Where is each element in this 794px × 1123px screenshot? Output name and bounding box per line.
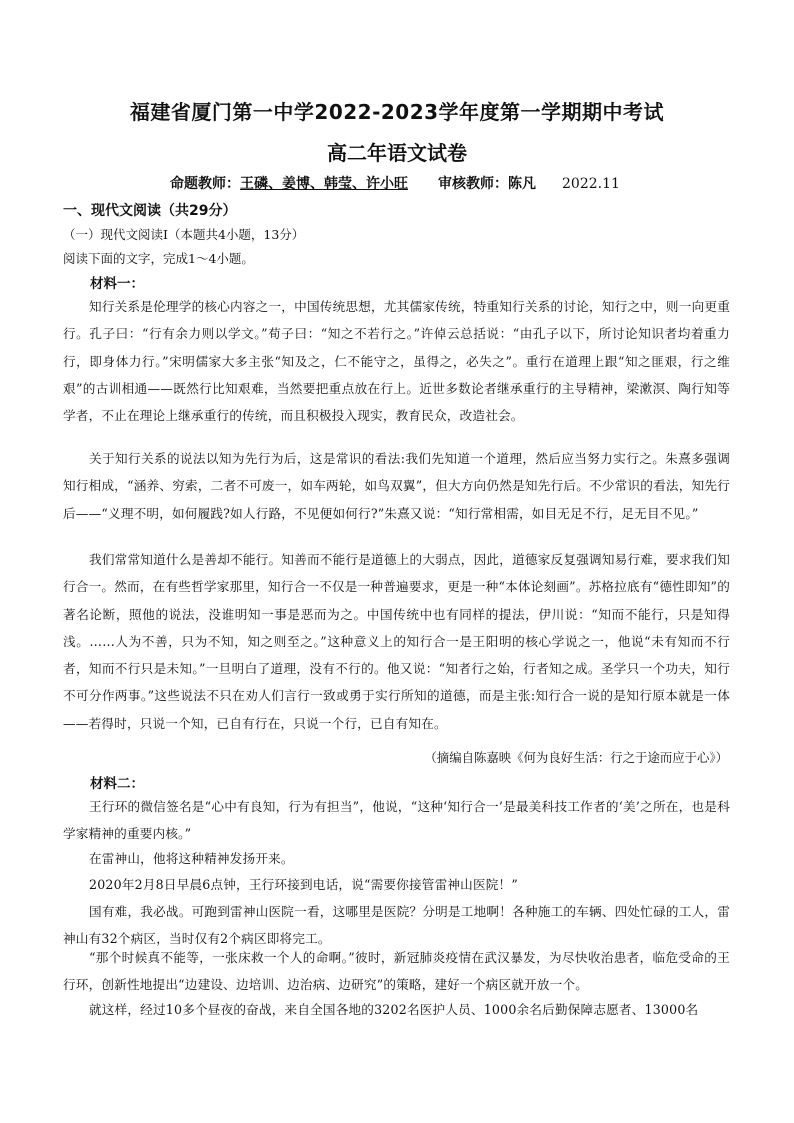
material-two-paragraph-4: 国有难，我必战。可跑到雷神山医院一看，这哪里是医院？分明是工地啊！各种施工的车辆、四处忙碌的工人，雷神山有32个病区，当时仅有2个病区即将完工。: [63, 904, 730, 947]
sub-section-heading: （一）现代文阅读Ⅰ（本题共4小题，13分）: [63, 227, 305, 242]
material-one-paragraph-1: 知行关系是伦理学的核心内容之一，中国传统思想，尤其儒家传统，特重知行关系的讨论，知行之中，则一向更重行。孔子曰：“行有余力则以学文。”荀子曰：“知之不若行之。”许倬云总括说：“由孔子以下，所讨论知识者均着重力行，即身体力行。”宋明儒家大多主张“知及之，仁不能守之，虽得之，必失之”。重行在道理上跟“知之匪艰，行之维艰”的古训相通——既然行比知艰难，当然要把重点放在行上。近世多数论者继承重行的主导精神，梁漱溟、陶行知等学者，不止在理论上继承重行的传统，而且积极投入现实，教育民众，改造社会。: [63, 299, 730, 424]
exam-subtitle: 高二年语文试卷: [327, 141, 467, 165]
exam-title: 福建省厦门第一中学2022-2023学年度第一学期期中考试: [129, 100, 665, 124]
reading-instruction: 阅读下面的文字，完成1～4小题。: [63, 251, 254, 266]
material-one-label: 材料一：: [90, 276, 144, 292]
reviewer-label: 审核教师：: [438, 176, 508, 192]
material-two-paragraph-2: 在雷神山，他将这种精神发扬开来。: [89, 851, 294, 866]
authors-names: 王磷、姜博、韩莹、许小旺: [240, 176, 408, 192]
teacher-line: [170, 173, 620, 193]
reviewer-name: 陈凡: [508, 176, 536, 192]
authors-label: 命题教师：: [170, 176, 240, 192]
material-two-paragraph-1: 王行环的微信签名是“心中有良知，行为有担当”，他说，“这种‘知行合一’是最美科技工作者的‘美’之所在，也是科学家精神的重要内核。”: [63, 799, 730, 842]
material-one-paragraph-3: 我们常常知道什么是善却不能行。知善而不能行是道德上的大弱点，因此，道德家反复强调知易行难，要求我们知行合一。然而，在有些哲学家那里，知行合一不仅是一种普遍要求，更是一种“本体论刻画”。苏格拉底有“德性即知”的著名论断，照他的说法，没谁明知一事是恶而为之。中国传统中也有同样的提法，伊川说：“知而不能行，只是知得浅。……人为不善，只为不知，知之则至之。”这种意义上的知行合一是王阳明的核心学说之一，他说“未有知而不行者，知而不行只是未知。”一旦明白了道理，没有不行的。他又说：“知者行之始，行者知之成。圣学只一个功夫，知行不可分作两事。”这些说法不只在劝人们言行一致或勇于实行所知的道德，而是主张:知行合一说的是知行原本就是一体——若得时，只说一个知，已自有行在，只说一个行，已自有知在。: [63, 552, 730, 731]
material-two-paragraph-3: 2020年2月8日早晨6点钟，王行环接到电话，说“需要你接管雷神山医院！”: [89, 877, 518, 892]
material-two-paragraph-6: 就这样，经过10多个昼夜的奋战，来自全国各地的3202名医护人员、1000余名后勤保障志愿者、13000名: [89, 1002, 699, 1017]
exam-date: 2022.11: [562, 176, 620, 192]
material-one-source: （摘编自陈嘉映《何为良好生活：行之于途而应于心》）: [424, 750, 728, 765]
section-heading: 一、现代文阅读（共29分）: [63, 203, 237, 219]
material-two-label: 材料二：: [90, 776, 144, 792]
material-two-paragraph-5: “那个时候真不能等，一张床救一个人的命啊。”彼时，新冠肺炎疫情在武汉暴发，为尽快收治患者，临危受命的王行环，创新性地提出“边建设、边培训、边治病、边研究”的策略，建好一个病区就开放一个。: [63, 950, 730, 993]
material-one-paragraph-2: 关于知行关系的说法以知为先行为后，这是常识的看法:我们先知道一个道理，然后应当努力实行之。朱熹多强调知行相成，“涵养、穷索，二者不可废一，如车两轮，如鸟双翼”，但大方向仍然是知先行后。不少常识的看法，知先行后——“义理不明，如何履践?如人行路，不见便如何行?”朱熹又说：“知行常相需，如目无足不行，足无目不见。”: [63, 451, 730, 521]
